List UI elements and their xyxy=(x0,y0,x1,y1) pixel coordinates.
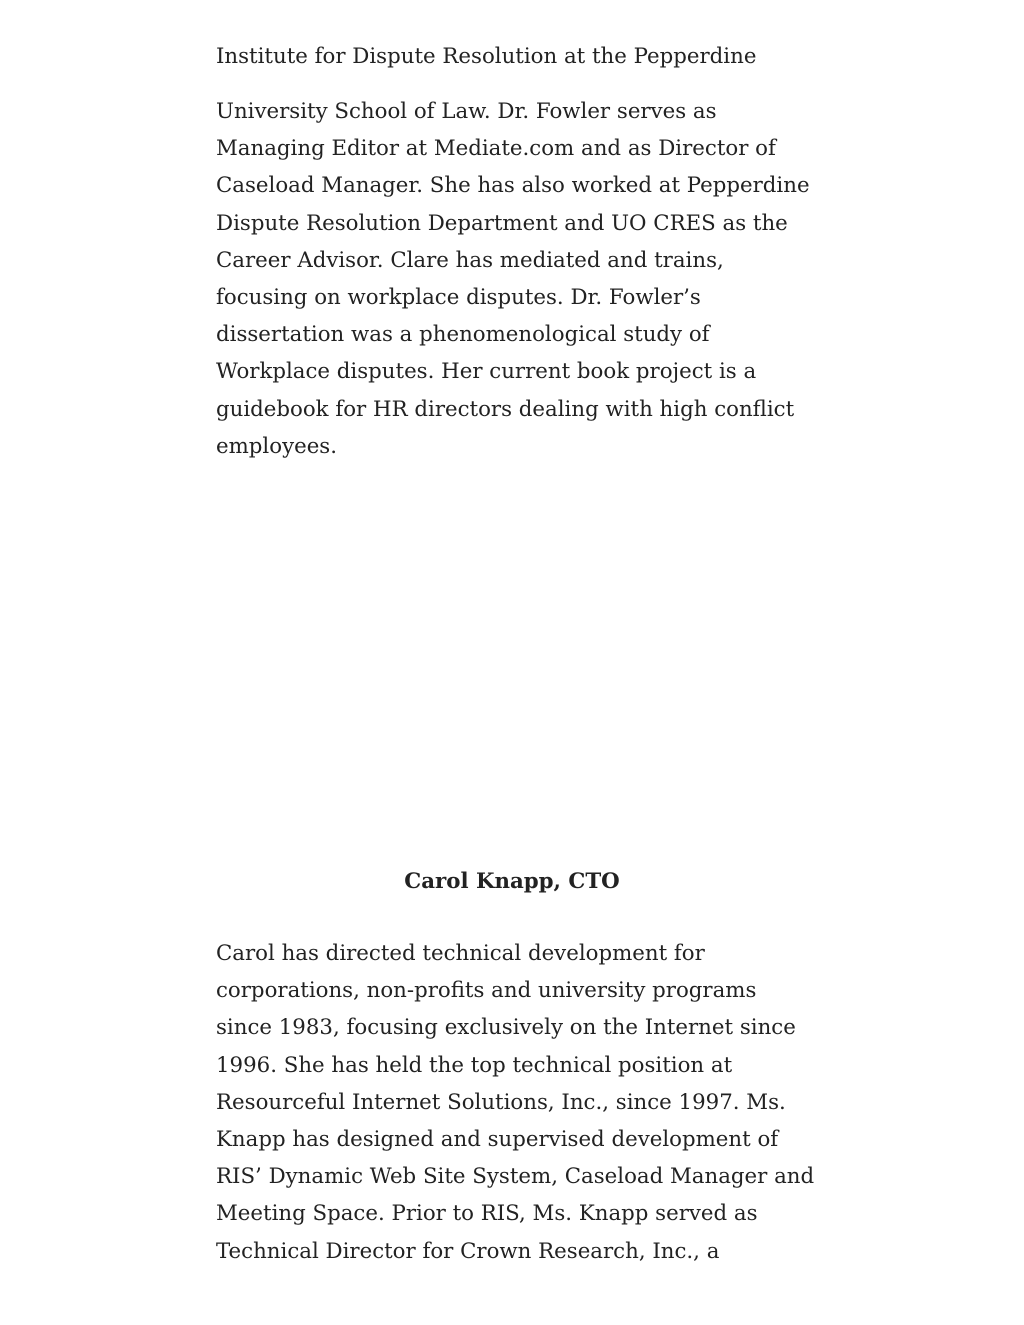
knapp-bio-line: since 1983, focusing exclusively on the Internet since xyxy=(216,1015,796,1041)
knapp-bio-line: corporations, non-profits and university programs xyxy=(216,978,757,1004)
knapp-bio-line: Resourceful Internet Solutions, Inc., since 1997. Ms. xyxy=(216,1089,786,1115)
fowler-bio-line: Caseload Manager. She has also worked at Pepperdine xyxy=(216,173,810,199)
knapp-heading: Carol Knapp, CTO xyxy=(404,869,620,894)
fowler-bio-line: Managing Editor at Mediate.com and as Director of xyxy=(216,136,776,162)
fowler-bio-line: Workplace disputes. Her current book project is a xyxy=(216,359,757,385)
fowler-bio-paragraph xyxy=(216,93,816,465)
fowler-bio-line: employees. xyxy=(216,433,338,459)
fowler-bio-line: focusing on workplace disputes. Dr. Fowler’s xyxy=(216,285,701,311)
knapp-bio-line: Knapp has designed and supervised development of xyxy=(216,1127,779,1153)
fowler-bio-line: Career Advisor. Clare has mediated and trains, xyxy=(216,247,724,273)
fowler-bio-lead-line: Institute for Dispute Resolution at the Pepperdine xyxy=(216,44,757,69)
knapp-bio-line: RIS’ Dynamic Web Site System, Caseload Manager and xyxy=(216,1164,815,1190)
knapp-bio-line: Carol has directed technical development for xyxy=(216,941,705,966)
fowler-bio-line: University School of Law. Dr. Fowler serves as xyxy=(216,99,717,124)
fowler-bio-line: Dispute Resolution Department and UO CRES as the xyxy=(216,210,788,236)
fowler-bio-line: dissertation was a phenomenological study of xyxy=(216,322,710,348)
knapp-bio-line: 1996. She has held the top technical position at xyxy=(216,1052,733,1078)
fowler-bio-line: guidebook for HR directors dealing with high conflict xyxy=(216,396,795,422)
knapp-bio-line: Technical Director for Crown Research, Inc., a xyxy=(216,1238,720,1264)
knapp-bio-line: Meeting Space. Prior to RIS, Ms. Knapp served as xyxy=(216,1201,758,1227)
knapp-bio-paragraph xyxy=(216,935,816,1270)
